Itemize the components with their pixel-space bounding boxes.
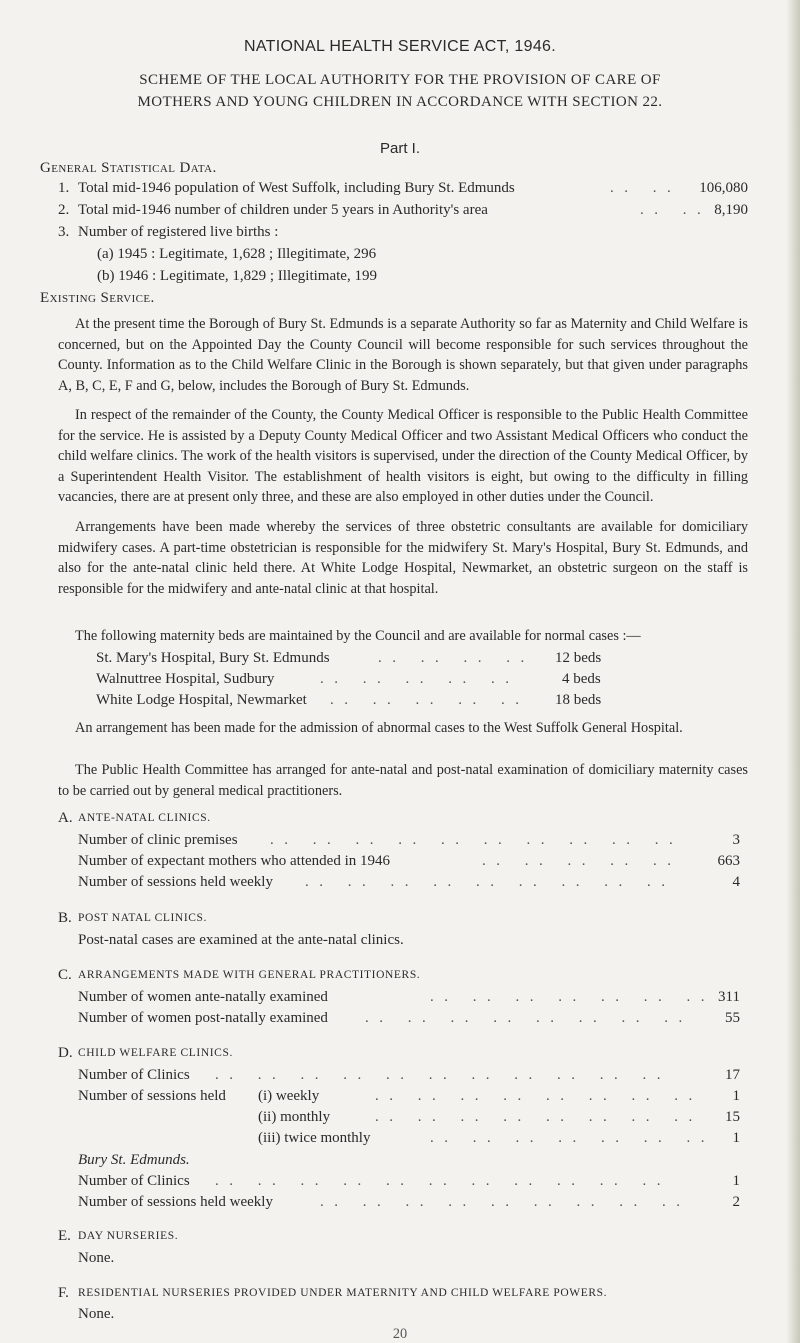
session-label: (i) weekly (258, 1088, 320, 1104)
session-value: 1 (732, 1088, 740, 1104)
births-1945: (a) 1945 : Legitimate, 1,628 ; Illegitimate, 296 (97, 246, 377, 262)
scheme-title-line-2: MOTHERS AND YOUNG CHILDREN IN ACCORDANCE WITH SECTION 22. (137, 94, 663, 110)
paragraph-medical-officer: In respect of the remainder of the County, the County Medical Officer is responsible to the Public Health Committee for the service. He is assisted by a Deputy County Medical Officer and two Assistant Medical Officers who conduct the child welfare clinics. The work of the health visitors is supervised, under the direction of the County Medical Officer, by a Superintendent Health Visitor. The establishment of health visitors is eight, but owing to the difficulty in filling vacancies, there are at present only three, and these are also employed in other duties under the Council. (58, 407, 748, 505)
leader-dots: .. .. .. .. .. .. .. .. (375, 1088, 703, 1104)
section-title: CHILD WELFARE CLINICS. (78, 1047, 233, 1059)
session-value: 15 (725, 1109, 740, 1125)
bury-clinics-value: 1 (732, 1173, 740, 1189)
page-number: 20 (392, 1326, 408, 1342)
paragraph-obstetric: Arrangements have been made whereby the services of three obstetric consultants are available for domiciliary midwifery cases. A part-time obstetrician is responsible for the midwifery St. Mary's Hospital, Bury St. Edmunds, and also for the ante-natal clinic held there. At White Lodge Hospital, Newmarket, an obstetric surgeon on the staff is responsible for the midwifery and ante-natal clinic at that hospital. (58, 519, 748, 597)
section-text: None. (78, 1306, 115, 1322)
row-value: 4 (732, 874, 740, 890)
section-text: Post-natal cases are examined at the ante-natal clinics. (78, 932, 404, 948)
bury-heading: Bury St. Edmunds. (78, 1152, 190, 1168)
section-letter: A. (58, 810, 73, 826)
session-value: 1 (732, 1130, 740, 1146)
paragraph-authority: At the present time the Borough of Bury St. Edmunds is a separate Authority so far as Maternity and Child Welfare is concerned, but on the Appointed Day the County Council will become responsible for such services throughout the County. Information as to the Child Welfare Clinic in the Borough is shown separately, but that given under paragraphs A, B, C, E, F and G, below, includes the Borough of Bury St. Edmunds. (58, 316, 748, 394)
item-text: Number of registered live births : (78, 224, 279, 240)
paragraph-domiciliary: The Public Health Committee has arranged for ante-natal and post-natal examination of domiciliary maternity cases to be carried out by general medical practitioners. (58, 762, 748, 799)
section-title: POST NATAL CLINICS. (78, 912, 208, 924)
section-letter: C. (58, 967, 72, 983)
bed-hospital: St. Mary's Hospital, Bury St. Edmunds (96, 650, 330, 666)
leader-dots: .. .. (640, 202, 712, 218)
leader-dots: .. .. (610, 180, 682, 196)
section-title: ARRANGEMENTS MADE WITH GENERAL PRACTITIONERS. (78, 969, 421, 981)
row-label: Number of women post-natally examined (78, 1010, 328, 1026)
leader-dots: .. .. .. .. .. .. .. .. .. .. (270, 832, 684, 848)
section-title: RESIDENTIAL NURSERIES PROVIDED UNDER MATERNITY AND CHILD WELFARE POWERS. (78, 1287, 608, 1299)
section-title: DAY NURSERIES. (78, 1230, 179, 1242)
row-value: 311 (718, 989, 740, 1005)
leader-dots: .. .. .. .. .. .. .. .. .. .. .. (215, 1067, 671, 1083)
row-value: 663 (717, 853, 740, 869)
item-value: 8,190 (714, 202, 748, 218)
bed-count: 4 beds (562, 671, 601, 687)
act-title: NATIONAL HEALTH SERVICE ACT, 1946. (244, 38, 556, 55)
item-number: 1. (58, 180, 70, 196)
session-label: (ii) monthly (258, 1109, 331, 1125)
paragraph-abnormal-cases: An arrangement has been made for the admission of abnormal cases to the West Suffolk General Hospital. (75, 720, 683, 736)
section-letter: E. (58, 1228, 71, 1244)
item-number: 3. (58, 224, 70, 240)
births-1946: (b) 1946 : Legitimate, 1,829 ; Illegitimate, 199 (97, 268, 377, 284)
part-heading: Part I. (379, 140, 420, 157)
row-value: 3 (732, 832, 740, 848)
leader-dots: .. .. .. .. (378, 650, 535, 666)
section-text: None. (78, 1250, 115, 1266)
section-letter: F. (58, 1285, 69, 1301)
row-label: Number of clinic premises (78, 832, 238, 848)
leader-dots: .. .. .. .. .. .. .. .. .. (305, 874, 676, 890)
leader-dots: .. .. .. .. .. .. .. (430, 989, 715, 1005)
item-number: 2. (58, 202, 70, 218)
bed-hospital: Walnuttree Hospital, Sudbury (96, 671, 275, 687)
existing-heading: Existing Service. (40, 290, 155, 306)
leader-dots: .. .. .. .. .. .. .. .. (365, 1010, 693, 1026)
bury-clinics-label: Number of Clinics (78, 1173, 190, 1189)
bed-count: 12 beds (555, 650, 602, 666)
bury-sessions-label: Number of sessions held weekly (78, 1194, 273, 1210)
clinics-value: 17 (725, 1067, 740, 1083)
clinics-label: Number of Clinics (78, 1067, 190, 1083)
bed-hospital: White Lodge Hospital, Newmarket (96, 692, 307, 708)
leader-dots: .. .. .. .. .. .. .. .. (375, 1109, 703, 1125)
section-letter: B. (58, 910, 72, 926)
row-label: Number of sessions held weekly (78, 874, 273, 890)
page-edge-shadow (786, 0, 800, 1343)
bed-count: 18 beds (555, 692, 602, 708)
section-letter: D. (58, 1045, 73, 1061)
leader-dots: .. .. .. .. .. .. .. .. .. (320, 1194, 691, 1210)
leader-dots: .. .. .. .. .. .. .. (430, 1130, 715, 1146)
row-label: Number of women ante-natally examined (78, 989, 328, 1005)
general-heading: General Statistical Data. (40, 160, 217, 176)
row-value: 55 (725, 1010, 740, 1026)
item-text: Total mid-1946 number of children under 5 years in Authority's area (78, 202, 488, 218)
session-label: (iii) twice monthly (258, 1130, 371, 1146)
bury-sessions-value: 2 (732, 1194, 740, 1210)
sessions-label: Number of sessions held (78, 1088, 226, 1104)
item-value: 106,080 (699, 180, 748, 196)
leader-dots: .. .. .. .. .. (330, 692, 530, 708)
row-label: Number of expectant mothers who attended in 1946 (78, 853, 390, 869)
scheme-title-line-1: SCHEME OF THE LOCAL AUTHORITY FOR THE PROVISION OF CARE OF (139, 72, 661, 88)
paragraph-beds-intro: The following maternity beds are maintained by the Council and are available for normal cases :— (75, 628, 641, 644)
leader-dots: .. .. .. .. .. (482, 853, 682, 869)
leader-dots: .. .. .. .. .. (320, 671, 520, 687)
item-text: Total mid-1946 population of West Suffolk, including Bury St. Edmunds (78, 180, 515, 196)
leader-dots: .. .. .. .. .. .. .. .. .. .. .. (215, 1173, 671, 1189)
section-title: ANTE-NATAL CLINICS. (78, 812, 211, 824)
